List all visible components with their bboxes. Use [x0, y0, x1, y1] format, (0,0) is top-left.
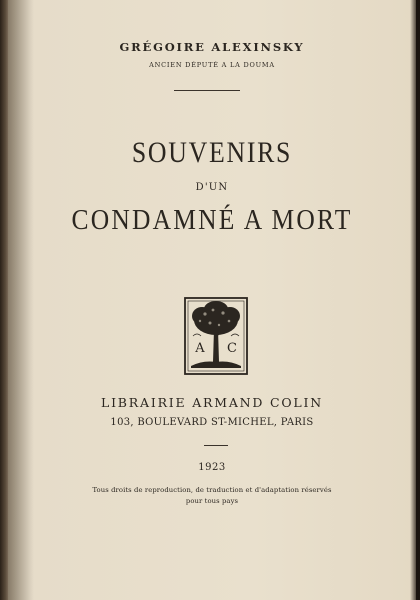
divider-rule-bottom — [204, 445, 228, 446]
publisher-name: LIBRAIRIE ARMAND COLIN — [100, 395, 324, 410]
title-page — [8, 0, 416, 600]
rights-notice-line-1: Tous droits de reproduction, de traduction et d'adaptation réservés — [92, 486, 332, 494]
page-right-edge-shadow — [410, 0, 416, 600]
divider-rule-top — [174, 90, 240, 91]
emblem-letter-a: A — [195, 341, 205, 356]
right-scroll — [231, 334, 239, 336]
title-line-1: SOUVENIRS — [131, 136, 293, 169]
title-line-2: CONDAMNÉ A MORT — [71, 204, 353, 236]
tree-ground — [191, 362, 241, 369]
gutter-shadow — [8, 0, 34, 600]
publication-year: 1923 — [198, 462, 226, 473]
author-subtitle: ANCIEN DÉPUTÉ A LA DOUMA — [149, 61, 275, 69]
left-scroll — [193, 334, 201, 336]
emblem-letter-c: C — [227, 341, 237, 356]
publisher-address: 103, BOULEVARD ST-MICHEL, PARIS — [110, 417, 314, 428]
author-name: GRÉGOIRE ALEXINSKY — [119, 40, 305, 54]
rights-notice-line-2: pour tous pays — [185, 497, 239, 505]
tree-emblem-icon — [183, 296, 249, 376]
title-connector: D'UN — [195, 182, 229, 193]
